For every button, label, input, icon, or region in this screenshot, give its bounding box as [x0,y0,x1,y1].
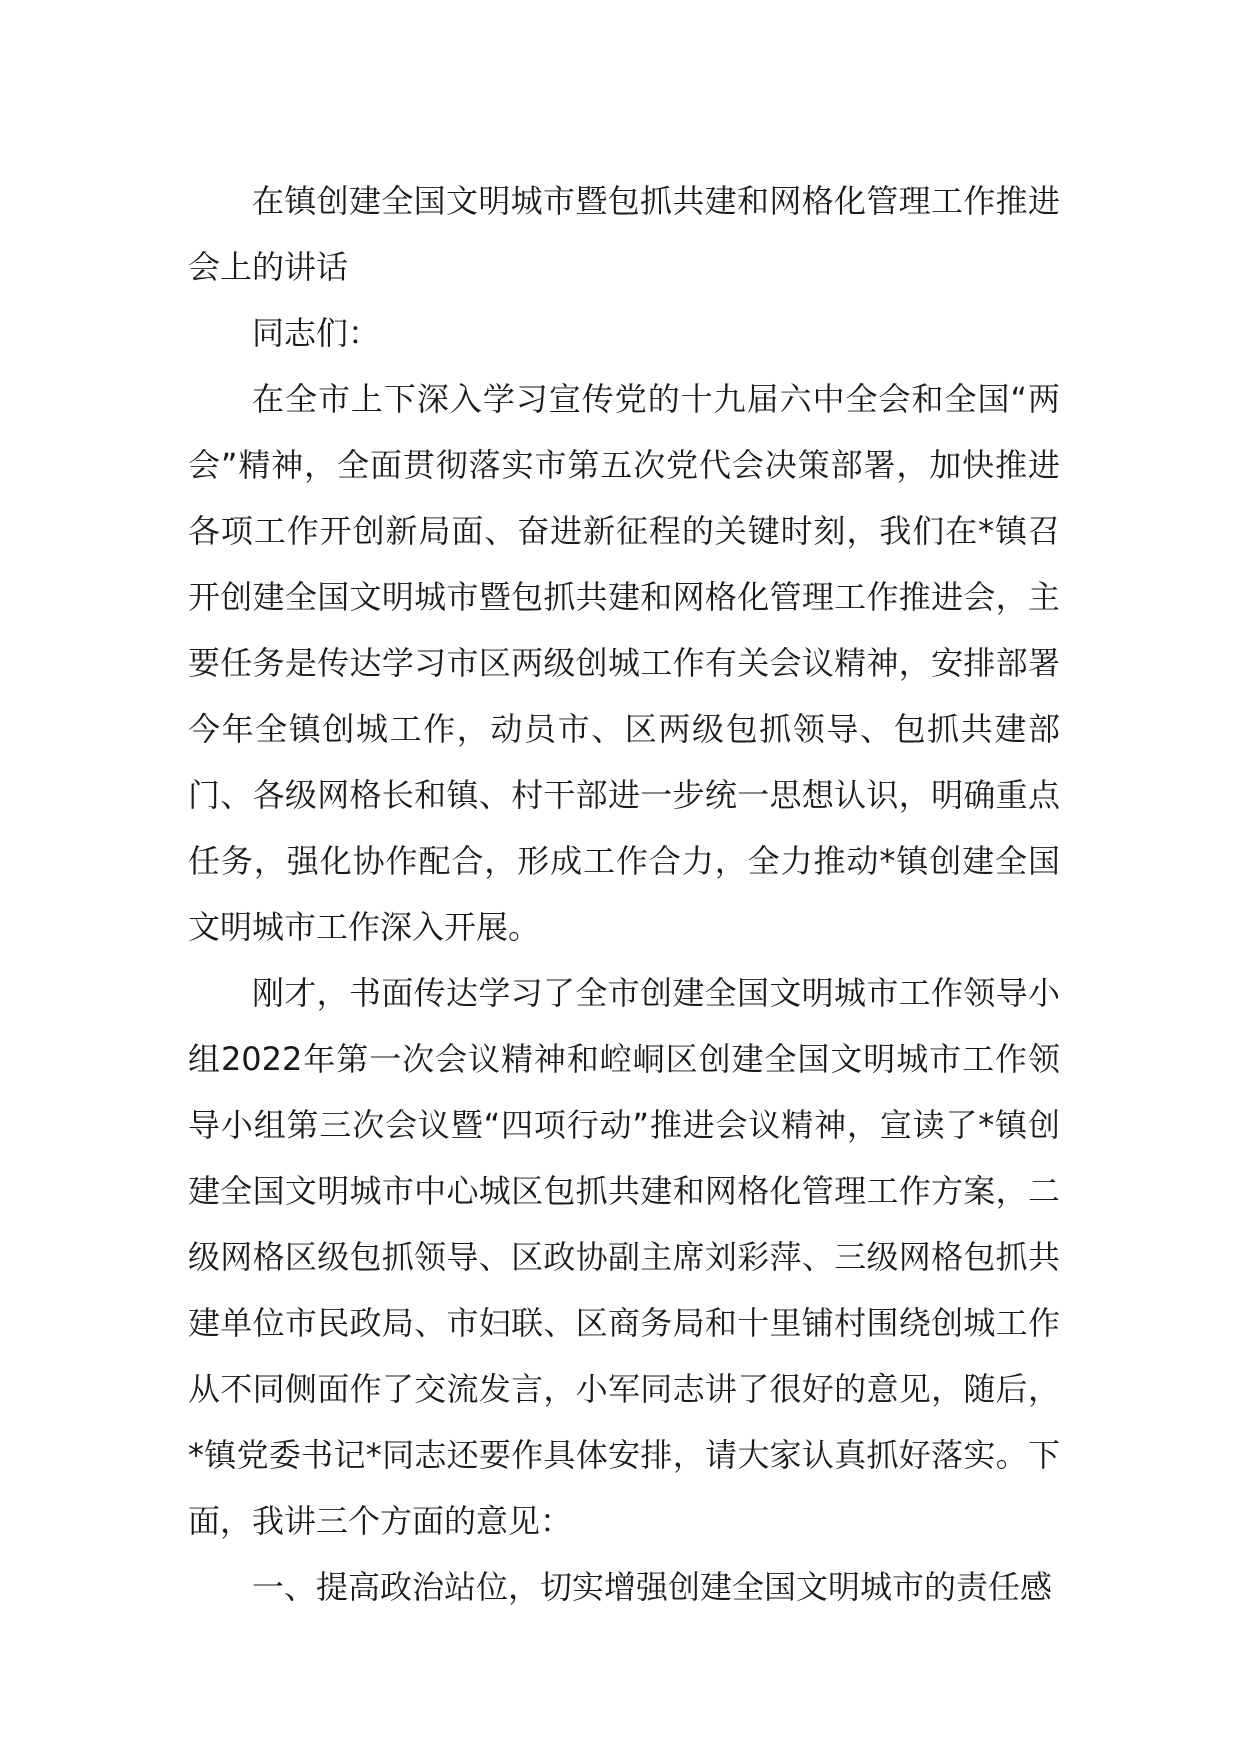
document-body [188,168,1060,1620]
document-title: 在镇创建全国文明城市暨包抓共建和网格化管理工作推进会上的讲话 [188,182,1060,286]
salutation: 同志们： [252,314,381,352]
body-paragraph: 在全市上下深入学习宣传党的十九届六中全会和全国“两会”精神，全面贯彻落实市第五次党代会决策部署，加快推进各项工作开创新局面、奋进新征程的关键时刻，我们在*镇召开创建全国文明城市暨包抓共建和网格化管理工作推进会，主要任务是传达学习市区两级创城工作有关会议精神，安排部署今年全镇创城工作，动员市、区两级包抓领导、包抓共建部门、各级网格长和镇、村干部进一步统一思想认识，明确重点任务，强化协作配合，形成工作合力，全力推动*镇创建全国文明城市工作深入开展。 [188,380,1060,946]
body-paragraph: 刚才，书面传达学习了全市创建全国文明城市工作领导小组2022年第一次会议精神和崆峒区创建全国文明城市工作领导小组第三次会议暨“四项行动”推进会议精神，宣读了*镇创建全国文明城市中心城区包抓共建和网格化管理工作方案，二级网格区级包抓领导、区政协副主席刘彩萍、三级网格包抓共建单位市民政局、市妇联、区商务局和十里铺村围绕创城工作从不同侧面作了交流发言，小军同志讲了很好的意见，随后，*镇党委书记*同志还要作具体安排，请大家认真抓好落实。下面，我讲三个方面的意见： [188,974,1060,1540]
section-heading: 一、提高政治站位，切实增强创建全国文明城市的责任感 [252,1568,1053,1606]
